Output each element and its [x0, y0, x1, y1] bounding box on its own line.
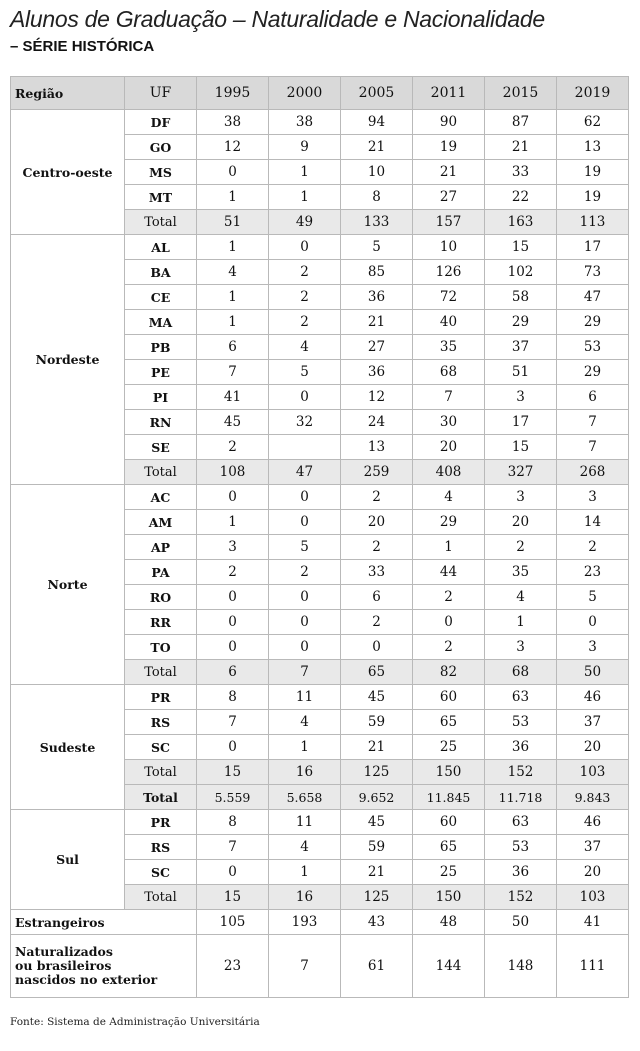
uf-cell: PB [125, 335, 197, 360]
uf-cell: SE [125, 435, 197, 460]
value-cell: 94 [341, 110, 413, 135]
value-cell: 33 [341, 560, 413, 585]
value-cell: 2 [341, 610, 413, 635]
value-cell: 48 [413, 910, 485, 935]
total-value: 133 [341, 210, 413, 235]
region-label: Sudeste [11, 685, 125, 810]
value-cell: 3 [557, 485, 629, 510]
value-cell: 0 [197, 160, 269, 185]
uf-cell: AP [125, 535, 197, 560]
value-cell: 27 [341, 335, 413, 360]
estrangeiros-label: Estrangeiros [11, 910, 197, 935]
total-value: 125 [341, 760, 413, 785]
uf-cell: PR [125, 810, 197, 835]
value-cell: 193 [269, 910, 341, 935]
value-cell: 6 [341, 585, 413, 610]
value-cell: 7 [197, 835, 269, 860]
total-value: 108 [197, 460, 269, 485]
value-cell: 27 [413, 185, 485, 210]
value-cell: 20 [557, 860, 629, 885]
value-cell: 10 [413, 235, 485, 260]
region-label: Centro-oeste [11, 110, 125, 235]
value-cell: 2 [341, 535, 413, 560]
total-value: 16 [269, 885, 341, 910]
value-cell: 5 [341, 235, 413, 260]
uf-cell: CE [125, 285, 197, 310]
value-cell: 23 [557, 560, 629, 585]
uf-cell: PI [125, 385, 197, 410]
header-year: 2019 [557, 77, 629, 110]
value-cell: 30 [413, 410, 485, 435]
value-cell: 36 [341, 360, 413, 385]
value-cell: 0 [269, 385, 341, 410]
value-cell: 15 [485, 235, 557, 260]
estrangeiros-row [11, 910, 629, 935]
table-row [11, 485, 629, 510]
total-value: 16 [269, 760, 341, 785]
value-cell: 22 [485, 185, 557, 210]
total-value: 82 [413, 660, 485, 685]
value-cell: 60 [413, 685, 485, 710]
value-cell: 72 [413, 285, 485, 310]
naturalizados-label [11, 935, 197, 998]
value-cell: 6 [557, 385, 629, 410]
value-cell: 2 [413, 635, 485, 660]
value-cell: 32 [269, 410, 341, 435]
value-cell: 111 [557, 935, 629, 998]
value-cell: 1 [269, 860, 341, 885]
value-cell: 1 [197, 310, 269, 335]
value-cell: 65 [413, 835, 485, 860]
total-label: Total [125, 760, 197, 785]
naturalizados-label-line: ou brasileiros [15, 958, 112, 973]
total-value: 6 [197, 660, 269, 685]
table-row [11, 685, 629, 710]
value-cell: 45 [197, 410, 269, 435]
table-row [11, 235, 629, 260]
value-cell: 1 [413, 535, 485, 560]
value-cell: 87 [485, 110, 557, 135]
total-value: 15 [197, 760, 269, 785]
total-value: 157 [413, 210, 485, 235]
uf-cell: RS [125, 835, 197, 860]
uf-cell: AL [125, 235, 197, 260]
value-cell: 2 [341, 485, 413, 510]
total-value: 65 [341, 660, 413, 685]
region-label: Norte [11, 485, 125, 685]
uf-cell: PA [125, 560, 197, 585]
grand-total-label: Total [125, 785, 197, 810]
value-cell: 35 [485, 560, 557, 585]
value-cell: 3 [197, 535, 269, 560]
value-cell: 3 [557, 635, 629, 660]
value-cell: 0 [269, 585, 341, 610]
total-value: 163 [485, 210, 557, 235]
value-cell: 20 [485, 510, 557, 535]
value-cell: 2 [269, 260, 341, 285]
value-cell: 6 [197, 335, 269, 360]
total-value: 47 [269, 460, 341, 485]
total-label: Total [125, 885, 197, 910]
value-cell: 126 [413, 260, 485, 285]
value-cell: 21 [341, 310, 413, 335]
value-cell: 5 [557, 585, 629, 610]
value-cell: 1 [269, 160, 341, 185]
value-cell: 2 [197, 560, 269, 585]
value-cell [269, 435, 341, 460]
value-cell: 60 [413, 810, 485, 835]
value-cell: 1 [197, 235, 269, 260]
total-value: 68 [485, 660, 557, 685]
value-cell: 4 [485, 585, 557, 610]
uf-cell: MA [125, 310, 197, 335]
naturalizados-label-line: nascidos no exterior [15, 972, 158, 987]
value-cell: 45 [341, 685, 413, 710]
total-label: Total [125, 210, 197, 235]
value-cell: 0 [269, 235, 341, 260]
value-cell: 46 [557, 810, 629, 835]
value-cell: 4 [269, 835, 341, 860]
value-cell: 21 [413, 160, 485, 185]
total-value: 152 [485, 885, 557, 910]
value-cell: 25 [413, 860, 485, 885]
total-value: 49 [269, 210, 341, 235]
uf-cell: TO [125, 635, 197, 660]
value-cell: 53 [485, 835, 557, 860]
total-value: 51 [197, 210, 269, 235]
value-cell: 2 [557, 535, 629, 560]
value-cell: 11 [269, 810, 341, 835]
total-value: 150 [413, 760, 485, 785]
value-cell: 53 [557, 335, 629, 360]
table-row [11, 110, 629, 135]
value-cell: 44 [413, 560, 485, 585]
value-cell: 23 [197, 935, 269, 998]
value-cell: 105 [197, 910, 269, 935]
value-cell: 20 [413, 435, 485, 460]
value-cell: 19 [557, 160, 629, 185]
value-cell: 25 [413, 735, 485, 760]
value-cell: 1 [485, 610, 557, 635]
value-cell: 0 [197, 735, 269, 760]
page-title: Alunos de Graduação – Naturalidade e Nacionalidade [10, 6, 545, 32]
uf-cell: BA [125, 260, 197, 285]
value-cell: 0 [269, 635, 341, 660]
value-cell: 3 [485, 485, 557, 510]
value-cell: 2 [269, 560, 341, 585]
value-cell: 35 [413, 335, 485, 360]
value-cell: 14 [557, 510, 629, 535]
total-value: 113 [557, 210, 629, 235]
value-cell: 15 [485, 435, 557, 460]
value-cell: 7 [269, 935, 341, 998]
value-cell: 90 [413, 110, 485, 135]
grand-total-value: 11.718 [485, 785, 557, 810]
value-cell: 36 [341, 285, 413, 310]
value-cell: 62 [557, 110, 629, 135]
total-value: 103 [557, 885, 629, 910]
value-cell: 2 [485, 535, 557, 560]
value-cell: 4 [269, 335, 341, 360]
uf-cell: RS [125, 710, 197, 735]
page-subtitle: – SÉRIE HISTÓRICA [10, 38, 155, 55]
value-cell: 29 [413, 510, 485, 535]
value-cell: 8 [197, 810, 269, 835]
uf-cell: SC [125, 735, 197, 760]
value-cell: 7 [413, 385, 485, 410]
value-cell: 85 [341, 260, 413, 285]
value-cell: 19 [557, 185, 629, 210]
uf-cell: AM [125, 510, 197, 535]
value-cell: 40 [413, 310, 485, 335]
value-cell: 29 [485, 310, 557, 335]
uf-cell: PR [125, 685, 197, 710]
total-value: 152 [485, 760, 557, 785]
value-cell: 73 [557, 260, 629, 285]
value-cell: 59 [341, 835, 413, 860]
value-cell: 38 [269, 110, 341, 135]
value-cell: 10 [341, 160, 413, 185]
value-cell: 47 [557, 285, 629, 310]
value-cell: 21 [485, 135, 557, 160]
value-cell: 2 [269, 310, 341, 335]
value-cell: 65 [413, 710, 485, 735]
uf-cell: RN [125, 410, 197, 435]
value-cell: 0 [269, 485, 341, 510]
table-header-row [11, 77, 629, 110]
value-cell: 7 [197, 360, 269, 385]
total-value: 103 [557, 760, 629, 785]
value-cell: 4 [197, 260, 269, 285]
value-cell: 21 [341, 135, 413, 160]
data-table [10, 76, 629, 998]
value-cell: 7 [557, 435, 629, 460]
value-cell: 20 [557, 735, 629, 760]
value-cell: 63 [485, 810, 557, 835]
value-cell: 2 [413, 585, 485, 610]
value-cell: 0 [341, 635, 413, 660]
header-year: 2000 [269, 77, 341, 110]
value-cell: 11 [269, 685, 341, 710]
value-cell: 13 [557, 135, 629, 160]
source-note: Fonte: Sistema de Administração Universitária [10, 1016, 260, 1028]
value-cell: 45 [341, 810, 413, 835]
value-cell: 0 [269, 610, 341, 635]
header-uf: UF [125, 77, 197, 110]
header-year: 2015 [485, 77, 557, 110]
value-cell: 0 [197, 860, 269, 885]
value-cell: 24 [341, 410, 413, 435]
value-cell: 148 [485, 935, 557, 998]
value-cell: 29 [557, 360, 629, 385]
table-body [11, 110, 629, 998]
value-cell: 68 [413, 360, 485, 385]
value-cell: 37 [485, 335, 557, 360]
total-value: 327 [485, 460, 557, 485]
value-cell: 7 [197, 710, 269, 735]
value-cell: 46 [557, 685, 629, 710]
total-value: 150 [413, 885, 485, 910]
uf-cell: PE [125, 360, 197, 385]
value-cell: 21 [341, 860, 413, 885]
grand-total-value: 9.843 [557, 785, 629, 810]
value-cell: 2 [269, 285, 341, 310]
uf-cell: AC [125, 485, 197, 510]
uf-cell: MS [125, 160, 197, 185]
value-cell: 0 [413, 610, 485, 635]
value-cell: 0 [557, 610, 629, 635]
value-cell: 3 [485, 385, 557, 410]
naturalizados-row [11, 935, 629, 998]
total-value: 125 [341, 885, 413, 910]
value-cell: 8 [197, 685, 269, 710]
total-value: 50 [557, 660, 629, 685]
total-label: Total [125, 660, 197, 685]
value-cell: 4 [413, 485, 485, 510]
value-cell: 50 [485, 910, 557, 935]
value-cell: 33 [485, 160, 557, 185]
naturalizados-label-line: Naturalizados [15, 944, 113, 959]
uf-cell: SC [125, 860, 197, 885]
header-region: Região [11, 77, 125, 110]
total-value: 15 [197, 885, 269, 910]
value-cell: 58 [485, 285, 557, 310]
value-cell: 144 [413, 935, 485, 998]
value-cell: 7 [557, 410, 629, 435]
value-cell: 3 [485, 635, 557, 660]
uf-cell: GO [125, 135, 197, 160]
value-cell: 1 [197, 510, 269, 535]
value-cell: 61 [341, 935, 413, 998]
value-cell: 0 [197, 610, 269, 635]
value-cell: 5 [269, 535, 341, 560]
value-cell: 0 [197, 635, 269, 660]
value-cell: 43 [341, 910, 413, 935]
region-label: Nordeste [11, 235, 125, 485]
value-cell: 37 [557, 710, 629, 735]
value-cell: 1 [269, 185, 341, 210]
value-cell: 0 [197, 485, 269, 510]
value-cell: 17 [485, 410, 557, 435]
total-value: 259 [341, 460, 413, 485]
value-cell: 102 [485, 260, 557, 285]
grand-total-value: 9.652 [341, 785, 413, 810]
value-cell: 59 [341, 710, 413, 735]
value-cell: 36 [485, 860, 557, 885]
value-cell: 51 [485, 360, 557, 385]
value-cell: 2 [197, 435, 269, 460]
uf-cell: DF [125, 110, 197, 135]
header-year: 1995 [197, 77, 269, 110]
uf-cell: RO [125, 585, 197, 610]
table-row [11, 810, 629, 835]
region-label: Sul [11, 810, 125, 910]
value-cell: 5 [269, 360, 341, 385]
uf-cell: MT [125, 185, 197, 210]
header-year: 2005 [341, 77, 413, 110]
value-cell: 9 [269, 135, 341, 160]
value-cell: 0 [269, 510, 341, 535]
value-cell: 1 [197, 185, 269, 210]
value-cell: 13 [341, 435, 413, 460]
value-cell: 63 [485, 685, 557, 710]
value-cell: 41 [557, 910, 629, 935]
grand-total-value: 5.658 [269, 785, 341, 810]
value-cell: 29 [557, 310, 629, 335]
total-value: 408 [413, 460, 485, 485]
value-cell: 41 [197, 385, 269, 410]
value-cell: 8 [341, 185, 413, 210]
value-cell: 17 [557, 235, 629, 260]
total-label: Total [125, 460, 197, 485]
value-cell: 4 [269, 710, 341, 735]
value-cell: 0 [197, 585, 269, 610]
value-cell: 1 [197, 285, 269, 310]
total-value: 268 [557, 460, 629, 485]
value-cell: 12 [341, 385, 413, 410]
uf-cell: RR [125, 610, 197, 635]
grand-total-value: 11.845 [413, 785, 485, 810]
value-cell: 20 [341, 510, 413, 535]
header-year: 2011 [413, 77, 485, 110]
grand-total-value: 5.559 [197, 785, 269, 810]
value-cell: 12 [197, 135, 269, 160]
value-cell: 36 [485, 735, 557, 760]
value-cell: 37 [557, 835, 629, 860]
total-value: 7 [269, 660, 341, 685]
value-cell: 21 [341, 735, 413, 760]
value-cell: 53 [485, 710, 557, 735]
value-cell: 19 [413, 135, 485, 160]
value-cell: 38 [197, 110, 269, 135]
value-cell: 1 [269, 735, 341, 760]
